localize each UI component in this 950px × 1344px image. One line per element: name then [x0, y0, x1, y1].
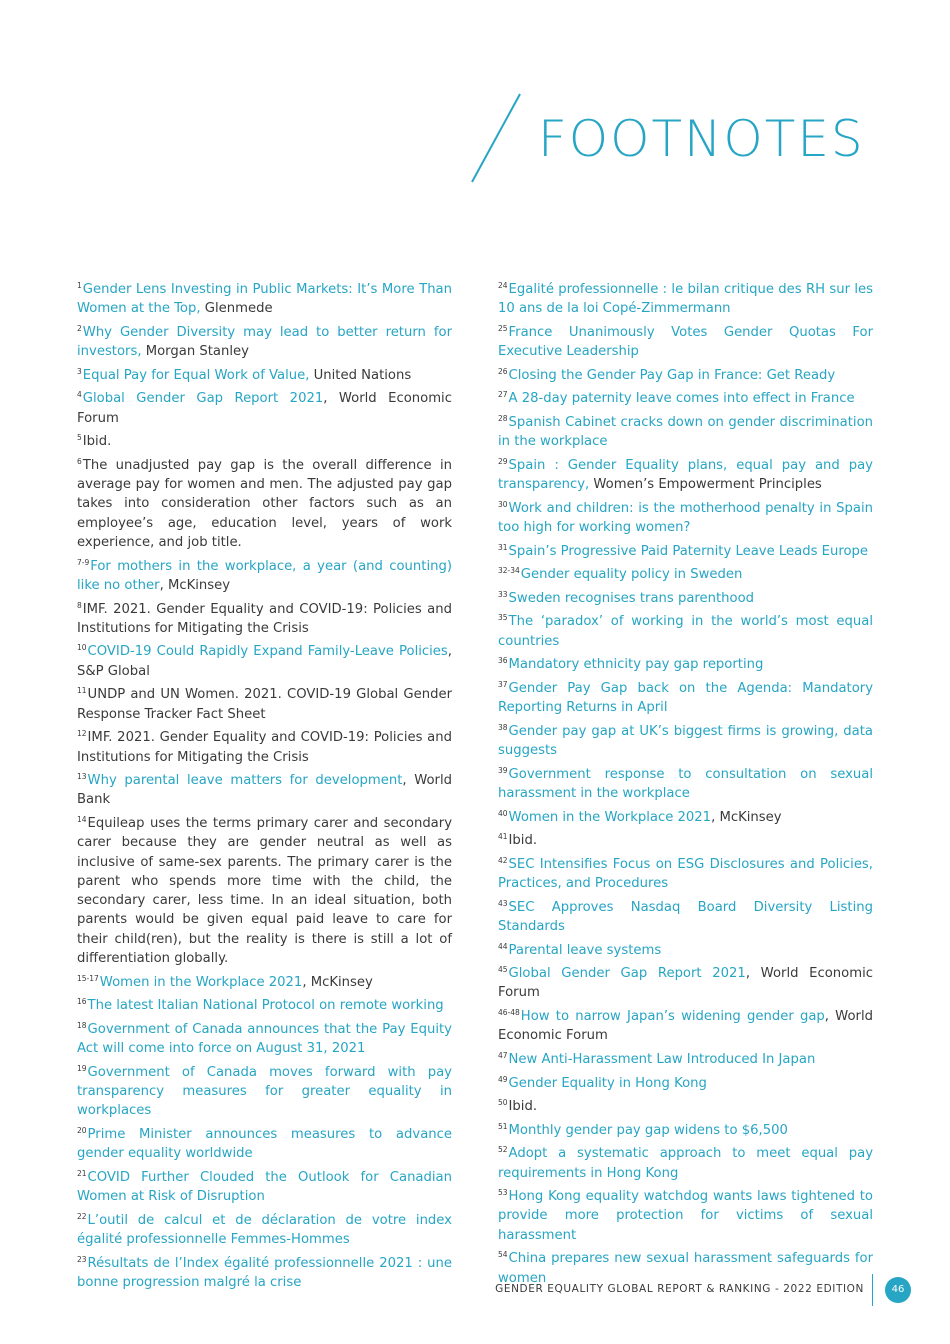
footnote [498, 456, 873, 495]
footer-report-title: GENDER EQUALITY GLOBAL REPORT & RANKING - 2022 EDITION [495, 1283, 864, 1295]
footnote-number: 14 [77, 814, 87, 824]
footnote-text: UNDP and UN Women. 2021. COVID-19 Global Gender Response Tracker Fact Sheet [77, 687, 452, 722]
footnote-number: 4 [77, 390, 82, 400]
footnote-number: 22 [77, 1211, 87, 1221]
footnotes-right-column [498, 280, 873, 1292]
footnote-link[interactable]: COVID Further Clouded the Outlook for Canadian Women at Risk of Disruption [77, 1169, 452, 1205]
footnote-link[interactable]: Women in the Workplace 2021 [508, 809, 712, 825]
footnote-number: 29 [498, 456, 508, 466]
footnote-link[interactable]: For mothers in the workplace, a year (and counting) like no other [77, 558, 452, 593]
footnote [498, 855, 873, 894]
footnote [498, 964, 873, 1003]
footnote-number: 11 [77, 686, 87, 696]
footnote-number: 30 [498, 499, 508, 509]
footnote [77, 996, 452, 1015]
footnote-number: 6 [77, 456, 82, 466]
footnote [498, 542, 873, 561]
footnote [498, 1007, 873, 1046]
footnote [498, 722, 873, 761]
footnote-number: 7-9 [77, 557, 90, 567]
footnote-number: 47 [498, 1050, 508, 1060]
footnote-link[interactable]: The latest Italian National Protocol on remote working [87, 998, 444, 1014]
footnote-number: 27 [498, 390, 508, 400]
footnote-link[interactable]: Gender pay gap at UK’s biggest firms is growing, data suggests [498, 723, 873, 759]
page-header [466, 90, 896, 190]
footnote [77, 600, 452, 639]
footnote-number: 52 [498, 1145, 508, 1155]
footnote-number: 26 [498, 366, 508, 376]
footnote [498, 898, 873, 937]
footnote [498, 1144, 873, 1183]
footnote [77, 1063, 452, 1121]
footnote-number: 31 [498, 542, 508, 552]
footnote-number: 51 [498, 1121, 508, 1131]
footnotes-left-column [77, 280, 452, 1296]
footnote-link[interactable]: Spain’s Progressive Paid Paternity Leave Leads Europe [508, 543, 869, 559]
footnote [77, 389, 452, 428]
footnote-number: 19 [77, 1063, 87, 1073]
footnote [498, 1097, 873, 1116]
footnote-link[interactable]: SEC Intensifies Focus on ESG Disclosures and Policies, Practices, and Procedures [498, 856, 873, 892]
footnote [498, 413, 873, 452]
footnote-number: 28 [498, 413, 508, 423]
footnote-source: , World Economic Forum [498, 966, 873, 1001]
footnote-number: 8 [77, 600, 82, 610]
footnote [77, 728, 452, 767]
page-footer [495, 1274, 920, 1306]
footnote-link[interactable]: Why parental leave matters for development [87, 773, 403, 789]
footnote-link[interactable]: New Anti-Harassment Law Introduced In Japan [508, 1051, 816, 1067]
footnote-link[interactable]: Spanish Cabinet cracks down on gender discrimination in the workplace [498, 414, 873, 450]
footnote-link[interactable]: L’outil de calcul et de déclaration de votre index égalité professionnelle Femmes-Hommes [77, 1212, 452, 1247]
footnote [77, 771, 452, 810]
footnote-number: 49 [498, 1074, 508, 1084]
footnote-link[interactable]: Gender equality policy in Sweden [520, 567, 743, 583]
footnote-number: 45 [498, 965, 508, 975]
footnote-source: Morgan Stanley [141, 344, 249, 360]
footnote-number: 43 [498, 898, 508, 908]
footnote-link[interactable]: Work and children: is the motherhood penalty in Spain too high for working women? [498, 500, 873, 536]
footnote-number: 36 [498, 656, 508, 666]
footnote-number: 25 [498, 323, 508, 333]
page-title: FOOTNOTES [538, 110, 865, 168]
footnote [77, 432, 452, 451]
footnote-number: 24 [498, 281, 508, 290]
footnote-source: Glenmede [200, 301, 273, 317]
footnote-link[interactable]: Closing the Gender Pay Gap in France: Get Ready [508, 367, 836, 383]
footnote-link[interactable]: Equal Pay for Equal Work of Value, [82, 367, 310, 383]
footnote-link[interactable]: The ‘paradox’ of working in the world’s most equal countries [498, 614, 873, 649]
footnote-link[interactable]: Monthly gender pay gap widens to $6,500 [508, 1122, 788, 1138]
footnote-link[interactable]: Government response to consultation on sexual harassment in the workplace [498, 766, 873, 801]
footnote [77, 1125, 452, 1164]
footnote-link[interactable]: Prime Minister announces measures to advance gender equality worldwide [77, 1126, 452, 1162]
footnote [498, 1187, 873, 1245]
footnote-source: , World Bank [77, 773, 452, 808]
footnote-number: 54 [498, 1250, 508, 1260]
footnote-source: , McKinsey [711, 809, 782, 825]
footnote-number: 41 [498, 832, 508, 842]
footnote-number: 1 [77, 281, 82, 290]
footnote-source: , S&P Global [77, 644, 452, 679]
footnote-text: IMF. 2021. Gender Equality and COVID-19: Policies and Institutions for Mitigating the Crisis [77, 730, 452, 765]
footnote [498, 499, 873, 538]
footnote [498, 655, 873, 674]
footnote-text: IMF. 2021. Gender Equality and COVID-19: Policies and Institutions for Mitigating the Crisis [77, 601, 452, 636]
footnote [498, 831, 873, 850]
footnote-number: 37 [498, 679, 508, 689]
footnote-source: United Nations [309, 367, 412, 383]
footnote-number: 18 [77, 1020, 87, 1030]
footnote-text: Ibid. [82, 434, 112, 450]
footnote [498, 808, 873, 827]
footnote [498, 280, 873, 319]
footnote-link[interactable]: Why Gender Diversity may lead to better return for investors, [77, 324, 452, 360]
footnote-text: The unadjusted pay gap is the overall difference in average pay for women and men. The adjusted pay gap takes into consideration other factors such as an employee’s age, education level, years of work experience, and job title. [77, 457, 452, 551]
footnote [498, 765, 873, 804]
footnote [77, 973, 452, 992]
footnote-link[interactable]: China prepares new sexual harassment safeguards for women [498, 1251, 873, 1286]
footnote-link[interactable]: A 28-day paternity leave comes into effect in France [508, 391, 855, 407]
footnote-number: 3 [77, 366, 82, 376]
footnote-link[interactable]: COVID-19 Could Rapidly Expand Family-Leave Policies [87, 644, 448, 660]
footnote-link[interactable]: Gender Lens Investing in Public Markets: It’s More Than Women at the Top, [77, 282, 452, 317]
footnote-source: , World Economic Forum [77, 391, 452, 426]
footnote-number: 32-34 [498, 566, 520, 576]
footnote [498, 589, 873, 608]
footnote-number: 33 [498, 589, 508, 599]
footnote-number: 42 [498, 855, 508, 865]
footnote-link[interactable]: Women in the Workplace 2021 [99, 974, 303, 990]
footnote [498, 323, 873, 362]
footnote-link[interactable]: Parental leave systems [508, 942, 662, 958]
footnote [498, 366, 873, 385]
footnote-link[interactable]: SEC Approves Nasdaq Board Diversity Listing Standards [498, 899, 873, 934]
footnote [498, 1121, 873, 1140]
footnote-link[interactable]: Gender Pay Gap back on the Agenda: Mandatory Reporting Returns in April [498, 680, 873, 716]
footnote [77, 685, 452, 724]
footnote [498, 1050, 873, 1069]
footnote [77, 1254, 452, 1293]
footnote [77, 814, 452, 968]
footnote-number: 44 [498, 941, 508, 951]
footnote-number: 50 [498, 1098, 508, 1108]
footnote-number: 5 [77, 433, 82, 443]
footnote-source: Women’s Empowerment Principles [589, 477, 822, 493]
footnote [498, 941, 873, 960]
footnote-link[interactable]: Hong Kong equality watchdog wants laws tightened to provide more protection for victims of sexual harassment [498, 1189, 873, 1243]
footnote-number: 23 [77, 1254, 87, 1264]
footnote-number: 12 [77, 729, 87, 739]
footnote-link[interactable]: Government of Canada moves forward with pay transparency measures for greater equality in workplaces [77, 1064, 452, 1119]
footnote [498, 612, 873, 651]
footnote [498, 565, 873, 584]
footnote-number: 21 [77, 1168, 87, 1178]
footnote-number: 46-48 [498, 1008, 520, 1018]
footnote [498, 389, 873, 408]
footnote [77, 1168, 452, 1207]
footnote [498, 679, 873, 718]
footnote-link[interactable]: Adopt a systematic approach to meet equal pay requirements in Hong Kong [498, 1146, 873, 1181]
footer-divider [872, 1274, 873, 1306]
footnote-link[interactable]: Global Gender Gap Report 2021 [82, 391, 324, 407]
footnote-link[interactable]: Résultats de l’Index égalité professionnelle 2021 : une bonne progression malgré la crise [77, 1255, 452, 1290]
footnote-link[interactable]: France Unanimously Votes Gender Quotas For Executive Leadership [498, 324, 873, 360]
footnote-number: 13 [77, 772, 87, 782]
footnote-number: 39 [498, 765, 508, 775]
slash-decoration [466, 90, 526, 186]
footnote [77, 1020, 452, 1059]
footnote-number: 2 [77, 323, 82, 333]
footnote-number: 35 [498, 613, 508, 623]
footnote-number: 20 [77, 1125, 87, 1135]
footnote-link[interactable]: Egalité professionnelle : le bilan critique des RH sur les 10 ans de la loi Copé-Zimmermann [498, 282, 873, 317]
footnote-number: 16 [77, 997, 87, 1007]
footnote-number: 38 [498, 722, 508, 732]
footnote-number: 10 [77, 643, 87, 653]
footnote [77, 280, 452, 319]
footnote-link[interactable]: Spain : Gender Equality plans, equal pay and pay transparency, [498, 457, 873, 493]
footnote [77, 1211, 452, 1250]
page-number-badge: 46 [885, 1277, 911, 1303]
footnote-source: , World Economic Forum [498, 1009, 873, 1044]
footnote-link[interactable]: Mandatory ethnicity pay gap reporting [508, 657, 764, 673]
footnote-link[interactable]: How to narrow Japan’s widening gender gap [520, 1009, 825, 1025]
footnote-source: , McKinsey [159, 577, 231, 593]
footnote [77, 323, 452, 362]
footnote-link[interactable]: Global Gender Gap Report 2021 [508, 966, 746, 982]
footnote-text: Equileap uses the terms primary carer and secondary carer because they are gender neutral as well as inclusive of same-sex parents. The primary carer is the parent who spends more time with the child, the secondary carer, less time. In an ideal situation, both parents would be given equal paid leave to care for their child(ren), but the reality is there is still a lot of differentiation globally. [77, 815, 452, 967]
footnote-link[interactable]: Gender Equality in Hong Kong [508, 1075, 707, 1091]
footnote [77, 642, 452, 681]
footnote-source: , McKinsey [302, 974, 373, 990]
footnote-text: Ibid. [508, 1099, 538, 1115]
footnote [77, 557, 452, 596]
footnote [498, 1074, 873, 1093]
footnote-text: Ibid. [508, 833, 538, 849]
footnote-link[interactable]: Sweden recognises trans parenthood [508, 590, 755, 606]
footnote-number: 15-17 [77, 973, 99, 983]
footnote [77, 366, 452, 385]
footnote-link[interactable]: Government of Canada announces that the Pay Equity Act will come into force on August 31, 2021 [77, 1021, 452, 1057]
footnote-number: 40 [498, 808, 508, 818]
footnote-number: 53 [498, 1188, 508, 1198]
footnote [77, 456, 452, 552]
